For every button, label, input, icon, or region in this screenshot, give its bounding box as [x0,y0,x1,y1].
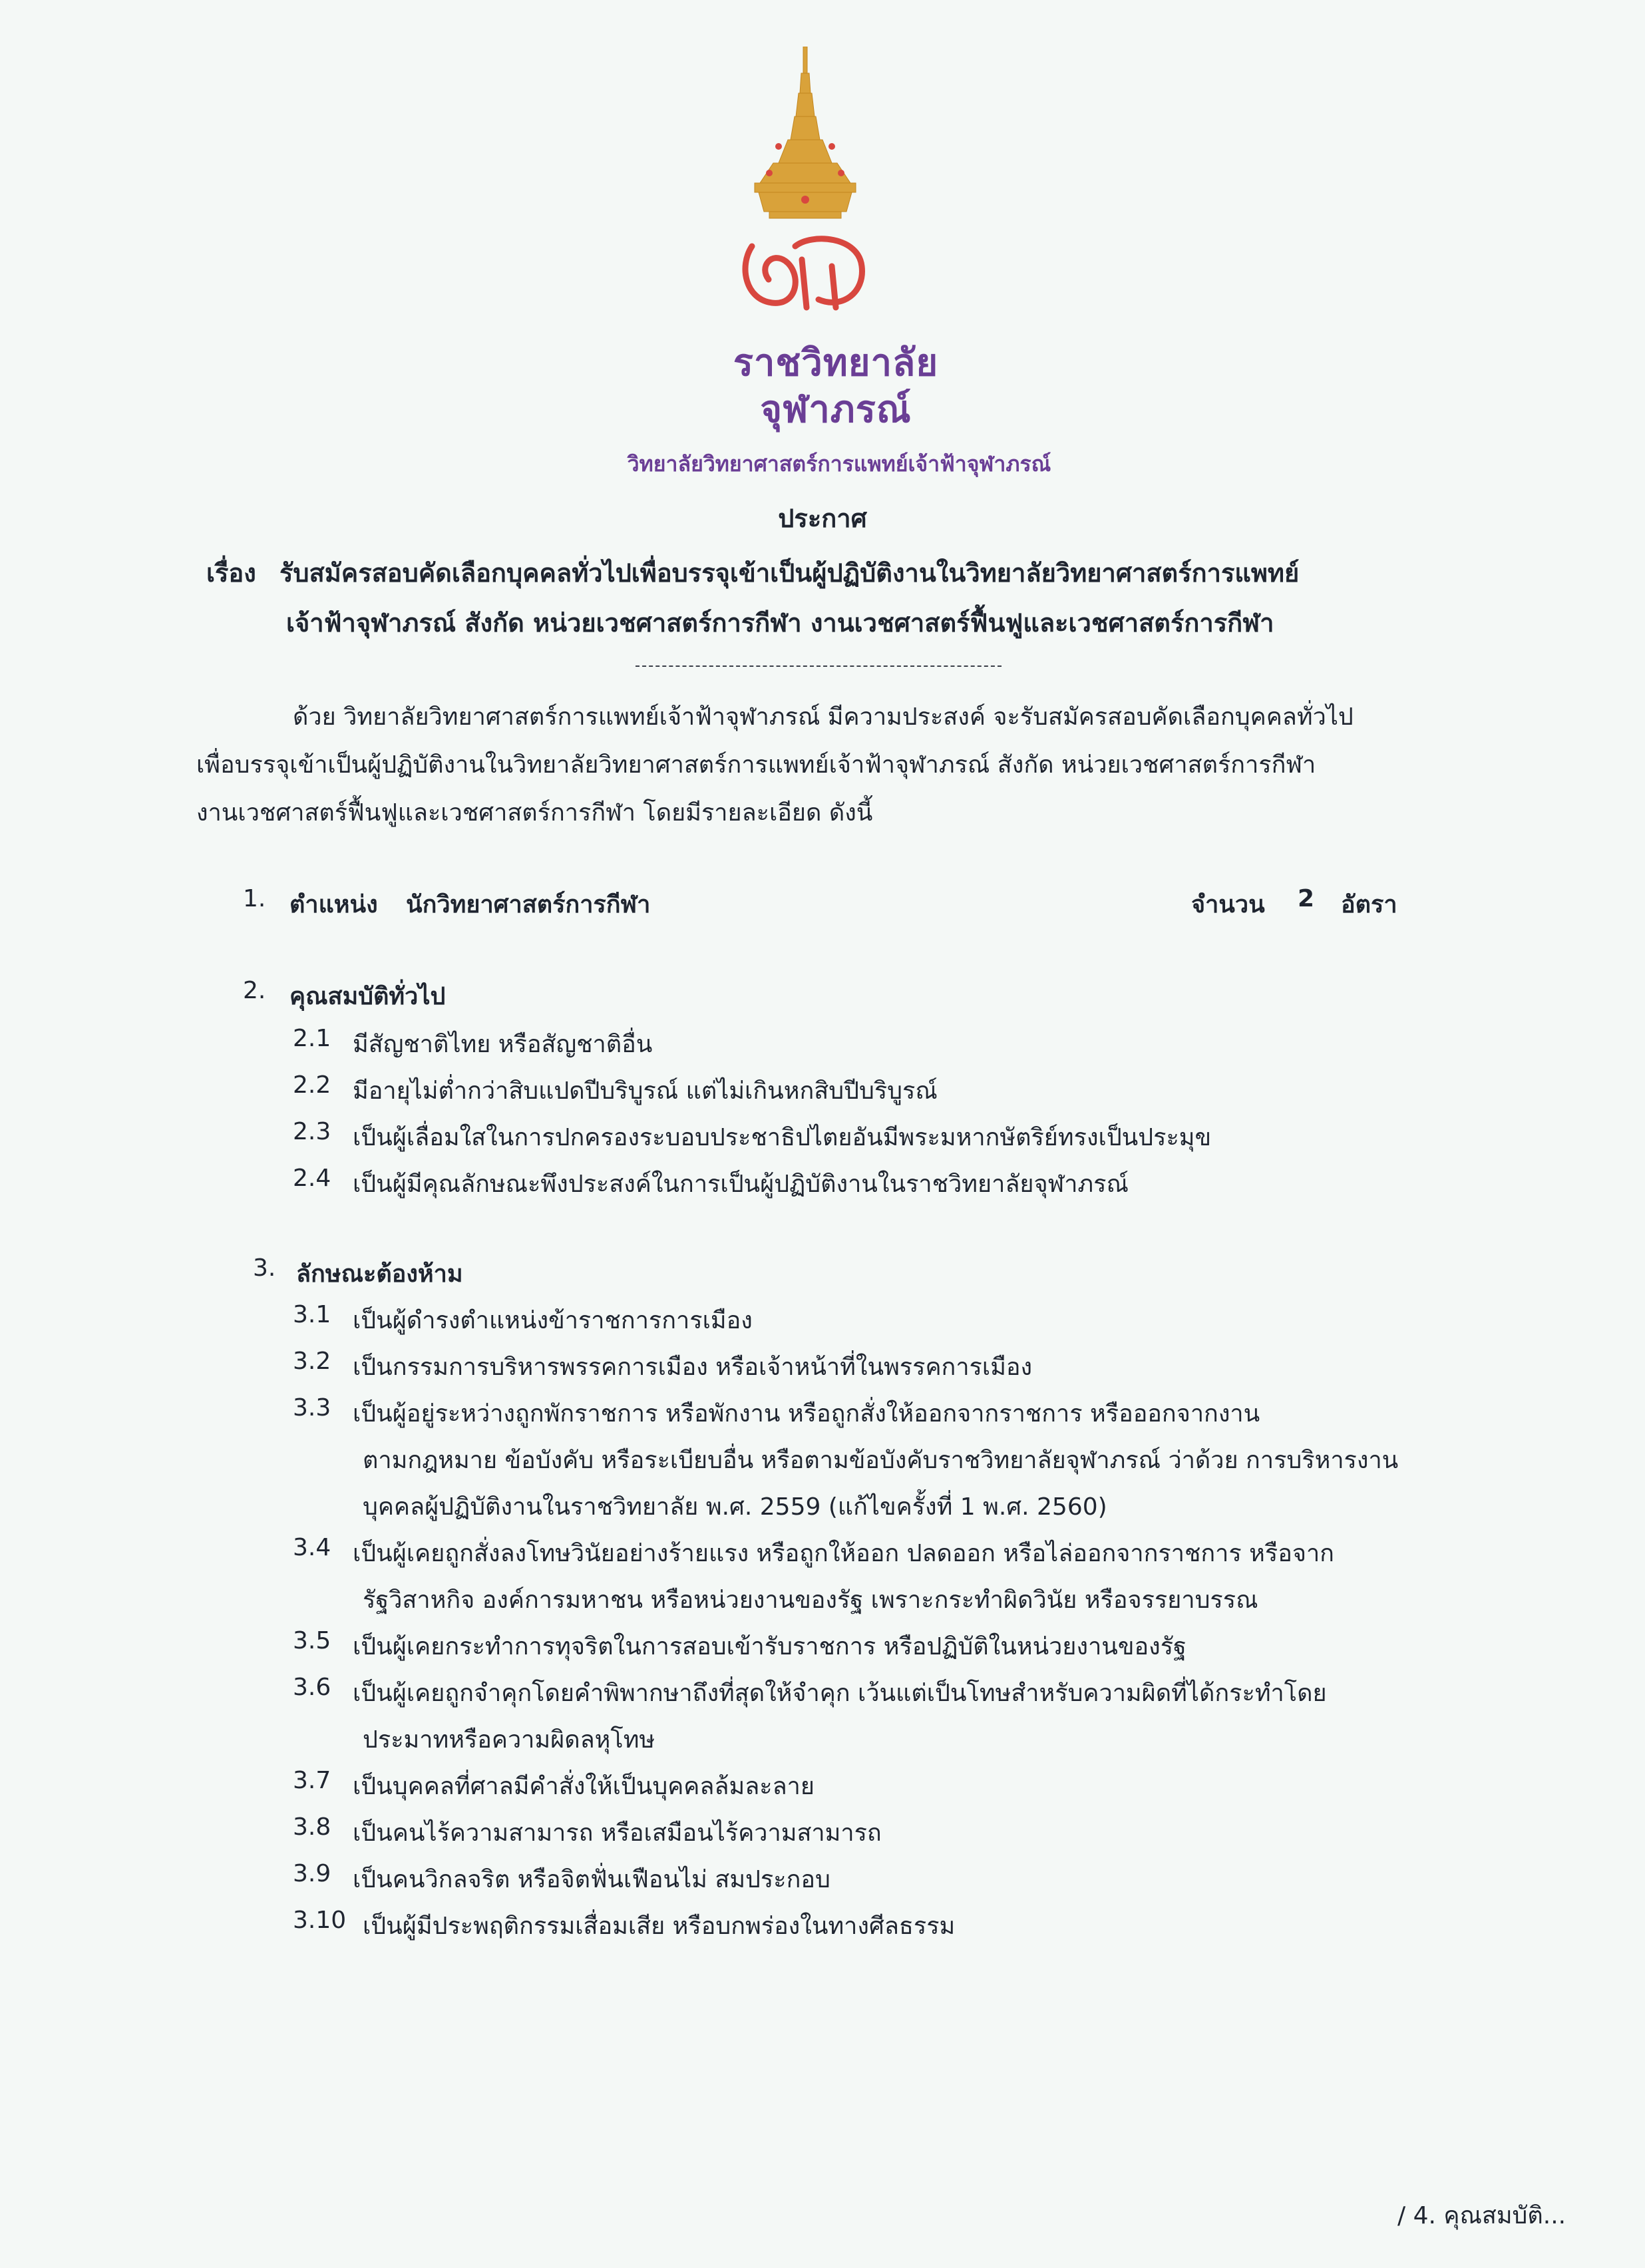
prohibition-number: 3.8 [293,1813,331,1841]
prohibition-text: ประมาทหรือความผิดลหุโทษ [363,1726,655,1754]
criteria-number: 2.2 [293,1071,331,1099]
prohibition-text: เป็นคนวิกลจริต หรือจิตฟั่นเฟือนไม่ สมประกอบ [353,1866,830,1893]
subject-line1: รับสมัครสอบคัดเลือกบุคคลทั่วไปเพื่อบรรจุเข้าเป็นผู้ปฏิบัติงานในวิทยาลัยวิทยาศาสตร์การแพทย์ [279,558,1300,588]
section1-position: นักวิทยาศาสตร์การกีฬา [406,891,651,918]
criteria-text: เป็นผู้มีคุณลักษณะพึงประสงค์ในการเป็นผู้ปฏิบัติงานในราชวิทยาลัยจุฬาภรณ์ [353,1171,1129,1198]
prohibition-number: 3.3 [293,1394,331,1421]
section1-count: 2 [1298,885,1315,912]
prohibition-number: 3.4 [293,1534,331,1561]
prohibition-text: ตามกฎหมาย ข้อบังคับ หรือระเบียบอื่น หรือตามข้อบังคับราชวิทยาลัยจุฬาภรณ์ ว่าด้วย การบริหารงาน [363,1447,1399,1474]
prohibition-text: เป็นผู้เคยถูกจำคุกโดยคำพิพากษาถึงที่สุดให้จำคุก เว้นแต่เป็นโทษสำหรับความผิดที่ได้กระทำโดย [353,1680,1327,1707]
criteria-text: มีสัญชาติไทย หรือสัญชาติอื่น [353,1031,653,1058]
prohibition-number: 3.1 [293,1301,331,1328]
section2-title: คุณสมบัติทั่วไป [289,983,446,1010]
section1-label: ตำแหน่ง [289,891,378,918]
section1-count-label: จำนวน [1191,891,1265,918]
prohibition-number: 3.7 [293,1767,331,1794]
criteria-number: 2.4 [293,1165,331,1192]
criteria-text: มีอายุไม่ต่ำกว่าสิบแปดปีบริบูรณ์ แต่ไม่เกินหกสิบปีบริบูรณ์ [353,1077,938,1105]
prohibition-text: เป็นผู้เคยกระทำการทุจริตในการสอบเข้ารับราชการ หรือปฏิบัติในหน่วยงานของรัฐ [353,1633,1187,1660]
prohibition-number: 3.2 [293,1348,331,1375]
section3-number: 3. [253,1254,276,1282]
prohibition-text: เป็นผู้ดำรงตำแหน่งข้าราชการการเมือง [353,1307,753,1334]
continuation-note: / 4. คุณสมบัติ... [1397,2202,1566,2229]
prohibition-text: เป็นผู้มีประพฤติกรรมเสื่อมเสีย หรือบกพร่องในทางศีลธรรม [363,1913,956,1940]
prohibition-text: บุคคลผู้ปฏิบัติงานในราชวิทยาลัย พ.ศ. 2559 (แก้ไขครั้งที่ 1 พ.ศ. 2560) [363,1493,1107,1521]
intro-line1: ด้วย วิทยาลัยวิทยาศาสตร์การแพทย์เจ้าฟ้าจุฬาภรณ์ มีความประสงค์ จะรับสมัครสอบคัดเลือกบุคคลทั่วไป [293,703,1354,731]
brand-name-line2: จุฬาภรณ์ [760,388,912,431]
subject-line2: เจ้าฟ้าจุฬาภรณ์ สังกัด หน่วยเวชศาสตร์การกีฬา งานเวชศาสตร์ฟื้นฟูและเวชศาสตร์การกีฬา [286,608,1274,638]
section1-number: 1. [243,885,266,912]
prohibition-number: 3.6 [293,1674,331,1701]
section3-title: ลักษณะต้องห้าม [296,1260,463,1288]
prohibition-text: เป็นผู้เคยถูกสั่งลงโทษวินัยอย่างร้ายแรง หรือถูกให้ออก ปลดออก หรือไล่ออกจากราชการ หรือจาก [353,1540,1334,1567]
section2-number: 2. [243,977,266,1004]
prohibition-text: เป็นคนไร้ความสามารถ หรือเสมือนไร้ความสามารถ [353,1819,882,1847]
prohibition-text: รัฐวิสาหกิจ องค์การมหาชน หรือหน่วยงานของรัฐ เพราะกระทำผิดวินัย หรือจรรยาบรรณ [363,1587,1258,1614]
prohibition-text: เป็นบุคคลที่ศาลมีคำสั่งให้เป็นบุคคลล้มละลาย [353,1773,815,1800]
announcement-label: ประกาศ [778,504,867,533]
criteria-text: เป็นผู้เลื่อมใสในการปกครองระบอบประชาธิปไตยอันมีพระมหากษัตริย์ทรงเป็นประมุข [353,1124,1212,1151]
criteria-number: 2.3 [293,1118,331,1145]
intro-line3: งานเวชศาสตร์ฟื้นฟูและเวชศาสตร์การกีฬา โดยมีรายละเอียด ดังนี้ [196,799,873,827]
divider [636,665,1002,667]
prohibition-text: เป็นกรรมการบริหารพรรคการเมือง หรือเจ้าหน้าที่ในพรรคการเมือง [353,1354,1033,1381]
criteria-number: 2.1 [293,1025,331,1052]
college-emblem-icon [732,47,878,319]
prohibition-number: 3.10 [293,1907,347,1934]
brand-name-line1: ราชวิทยาลัย [733,341,939,385]
prohibition-number: 3.5 [293,1627,331,1654]
subject-prefix: เรื่อง [206,558,256,588]
section1-count-unit: อัตรา [1341,891,1397,918]
prohibition-text: เป็นผู้อยู่ระหว่างถูกพักราชการ หรือพักงาน หรือถูกสั่งให้ออกจากราชการ หรือออกจากงาน [353,1400,1260,1427]
brand-subtitle: วิทยาลัยวิทยาศาสตร์การแพทย์เจ้าฟ้าจุฬาภรณ์ [627,451,1051,476]
intro-line2: เพื่อบรรจุเข้าเป็นผู้ปฏิบัติงานในวิทยาลัยวิทยาศาสตร์การแพทย์เจ้าฟ้าจุฬาภรณ์ สังกัด หน่วยเวชศาสตร์การกีฬา [196,751,1316,779]
prohibition-number: 3.9 [293,1860,331,1887]
